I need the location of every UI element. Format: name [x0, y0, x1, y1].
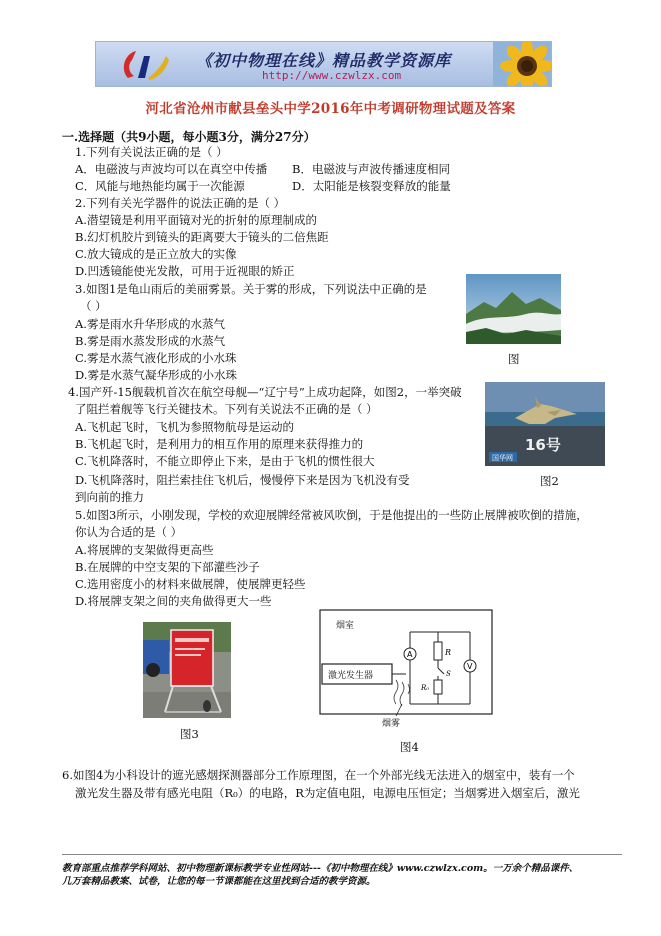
- fig4-r0-label: R₀: [421, 684, 430, 692]
- q5-stem-line1: 5.如图3所示，小刚发现，学校的欢迎展牌经常被风吹倒，于是他提出的一些防止展牌被吹倒的措施，: [75, 508, 588, 522]
- fig4-laser-label: 激光发生器: [328, 671, 374, 681]
- q4-option-a: A.飞机起飞时，飞机为参照物航母是运动的: [75, 420, 294, 434]
- q2-stem: 2.下列有关光学器件的说法正确的是（ ）: [75, 196, 286, 210]
- fig4-circuit-diagram: [318, 608, 494, 730]
- q5-stem-line2: 你认为合适的是（ ）: [75, 525, 183, 539]
- footer: [62, 862, 622, 888]
- q2-option-c: C.放大镜成的是正立放大的实像: [75, 247, 237, 261]
- q3-option-b: B.雾是雨水蒸发形成的水蒸气: [75, 334, 226, 348]
- q6-line2: 激光发生器及带有感光电阻（R₀）的电路，R为定值电阻，电源电压恒定；当烟雾进入烟室后，激光: [75, 786, 580, 800]
- fig2-caption: 图2: [540, 474, 559, 488]
- q4-option-b: B.飞机起飞时，是利用力的相互作用的原理来获得推力的: [75, 437, 364, 451]
- q1-stem: 1.下列有关说法正确的是（ ）: [75, 145, 228, 159]
- q5-option-b: B.在展牌的中空支架的下部灌些沙子: [75, 560, 260, 574]
- q3-stem-line1: 3.如图1是龟山雨后的美丽雾景。关于雾的形成，下列说法中正确的是: [75, 282, 427, 296]
- q3-option-c: C.雾是水蒸气液化形成的小水珠: [75, 351, 237, 365]
- fig4-s-label: S: [446, 670, 451, 678]
- q4-option-d-line1: D.飞机降落时，阻拦索挂住飞机后，慢慢停下来是因为飞机没有受: [75, 473, 410, 487]
- sunflower-icon: [493, 41, 552, 87]
- fig2-carrier-jet-image: [485, 382, 605, 466]
- footer-divider: [62, 854, 622, 855]
- fig4-voltmeter-label: V: [467, 662, 473, 671]
- q4-stem-line2: 了阻拦着舰等飞行关键技术。下列有关说法不正确的是（ ）: [75, 402, 378, 416]
- q4-option-d-line2: 到向前的推力: [75, 490, 144, 504]
- footer-line2: 几万套精品教案、试卷，让您的每一节课都能在这里找到合适的教学资源。: [62, 876, 376, 887]
- fig2-deck-number: 16号: [525, 436, 561, 454]
- fig4-room-label: 烟室: [336, 621, 355, 631]
- q5-option-d: D.将展牌支架之间的夹角做得更大一些: [75, 594, 272, 608]
- fig4-caption: 图4: [400, 740, 419, 754]
- q4-stem-line1: 4.国产歼-15舰载机首次在航空母舰—“辽宁号”上成功起降，如图2，一举突破: [68, 385, 462, 399]
- header-banner: [95, 41, 552, 87]
- banner-title: 《初中物理在线》精品教学资源库: [196, 51, 452, 70]
- q1-option-b: B．电磁波与声波传播速度相同: [292, 162, 450, 176]
- fig3-display-sign-image: [143, 622, 231, 718]
- q1-option-a: A．电磁波与声波均可以在真空中传播: [75, 162, 268, 176]
- q6-line1: 6.如图4为小科设计的遮光感烟探测器部分工作原理图，在一个外部光线无法进入的烟室中，装有一个: [62, 768, 575, 782]
- q5-option-c: C.选用密度小的材料来做展牌，使展牌更轻些: [75, 577, 306, 591]
- fig4-r-label: R: [445, 648, 452, 657]
- q2-option-a: A.潜望镜是利用平面镜对光的折射的原理制成的: [75, 213, 317, 227]
- fig4-resistor-r: [434, 642, 442, 660]
- site-logo-icon: [114, 48, 174, 82]
- document-title: 河北省沧州市献县垒头中学2016年中考调研物理试题及答案: [145, 101, 516, 117]
- q2-option-b: B.幻灯机胶片到镜头的距离要大于镜头的二倍焦距: [75, 230, 329, 244]
- q2-option-d: D.凹透镜能使光发散，可用于近视眼的矫正: [75, 264, 295, 278]
- fig1-fog-mountain-image: [466, 274, 561, 344]
- fig4-resistor-r0: [434, 680, 442, 694]
- fig4-smoke-label: 烟雾: [382, 719, 401, 729]
- q5-option-a: A.将展牌的支架做得更高些: [75, 543, 214, 557]
- fig4-ammeter-label: A: [407, 650, 413, 659]
- fig2-watermark: 国华网: [492, 454, 513, 462]
- q3-stem-line2: （ ）: [80, 299, 107, 313]
- banner-url[interactable]: http://www.czwlzx.com: [262, 69, 402, 82]
- q4-option-c: C.飞机降落时，不能立即停止下来，是由于飞机的惯性很大: [75, 454, 375, 468]
- fig1-caption: 图: [508, 352, 520, 366]
- section-heading: 一.选择题（共9小题，每小题3分，满分27分）: [62, 130, 316, 144]
- q3-option-d: D.雾是水蒸气凝华形成的小水珠: [75, 368, 237, 382]
- q1-option-c: C．风能与地热能均属于一次能源: [75, 179, 245, 193]
- q3-option-a: A.雾是雨水升华形成的水蒸气: [75, 317, 225, 331]
- fig3-caption: 图3: [180, 727, 199, 741]
- footer-line1: 教育部重点推荐学科网站、初中物理新课标教学专业性网站---《初中物理在线》www.czwlzx.com。一万余个精品课件、: [62, 863, 579, 874]
- q1-option-d: D．太阳能是核裂变释放的能量: [292, 179, 451, 193]
